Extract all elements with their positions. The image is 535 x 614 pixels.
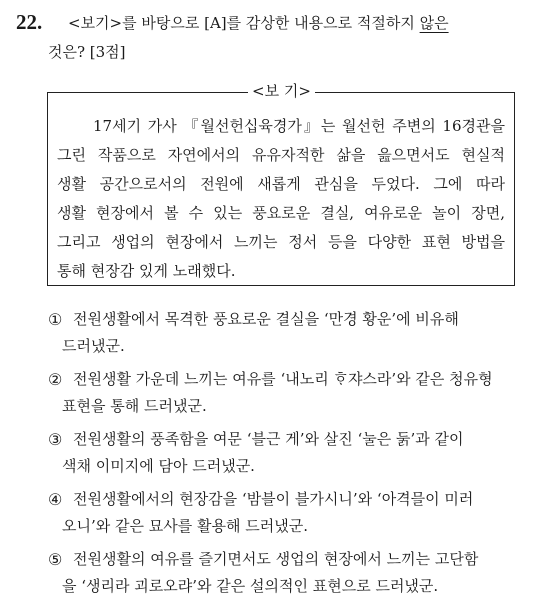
bogi-line: 그린 작품으로 자연에서의 유유자적한 삶을 읊으면서도 현실적: [57, 146, 505, 164]
option-line: 전원생활의 풍족함을 여문 ‘블근 게’와 살진 ‘눌은 둙’과 같이: [73, 430, 464, 448]
answer-option-1[interactable]: [48, 306, 518, 360]
bogi-title: <보 기>: [248, 80, 315, 101]
question-stem-text: <보기>를 바탕으로 [A]를 감상한 내용으로 적절하지: [68, 14, 420, 32]
answer-options: [48, 306, 518, 606]
bogi-line: 그리고 생업의 현장에서 느끼는 정서 등을 다양한 표현 방법을: [57, 233, 505, 251]
option-text: [48, 486, 518, 540]
option-line: 전원생활에서의 현장감을 ‘밤블이 블가시니’와 ‘아격믈이 미러: [73, 490, 474, 508]
option-number: ④: [48, 490, 63, 509]
option-text: [48, 546, 518, 600]
question-number: 22.: [16, 10, 43, 34]
option-line: 색채 이미지에 담아 드러냈군.: [62, 457, 255, 475]
option-text: [48, 426, 518, 480]
option-line: 전원생활 가운데 느끼는 여유를 ‘내노리 ᄒᆞ쟈스라’와 같은 청유형: [73, 370, 493, 388]
option-number: ⑤: [48, 550, 63, 569]
bogi-line: 17세기 가사 『월선헌십육경가』는 월선헌 주변의 16경관을: [93, 117, 505, 135]
option-line: 전원생활의 여유를 즐기면서도 생업의 현장에서 느끼는 고단함: [73, 550, 479, 568]
question-stem-line1: [68, 12, 449, 33]
bogi-line: 생활 공간으로서의 전원에 새롭게 관심을 두었다. 그에 따라: [57, 175, 505, 193]
option-line: 전원생활에서 목격한 풍요로운 결실을 ‘만경 황운’에 비유해: [73, 310, 459, 328]
answer-option-2[interactable]: [48, 366, 518, 420]
option-number: ①: [48, 310, 63, 329]
question-stem-line2: 것은? [3점]: [48, 43, 126, 61]
bogi-line: 생활 현장에서 볼 수 있는 풍요로운 결실, 여유로운 놀이 장면,: [57, 204, 505, 222]
bogi-text: [57, 112, 505, 286]
option-number: ②: [48, 370, 63, 389]
option-number: ③: [48, 430, 63, 449]
question-stem-underlined: 않은: [419, 14, 449, 32]
bogi-line: 통해 현장감 있게 노래했다.: [57, 262, 236, 280]
answer-option-4[interactable]: [48, 486, 518, 540]
answer-option-5[interactable]: [48, 546, 518, 600]
option-line: 표현을 통해 드러냈군.: [62, 397, 207, 415]
option-line: 오니’와 같은 묘사를 활용해 드러냈군.: [62, 517, 308, 535]
option-line: 을 ‘생리라 괴로오랴’와 같은 설의적인 표현으로 드러냈군.: [62, 577, 439, 595]
option-text: [48, 306, 518, 360]
option-line: 드러냈군.: [62, 337, 125, 355]
option-text: [48, 366, 518, 420]
answer-option-3[interactable]: [48, 426, 518, 480]
